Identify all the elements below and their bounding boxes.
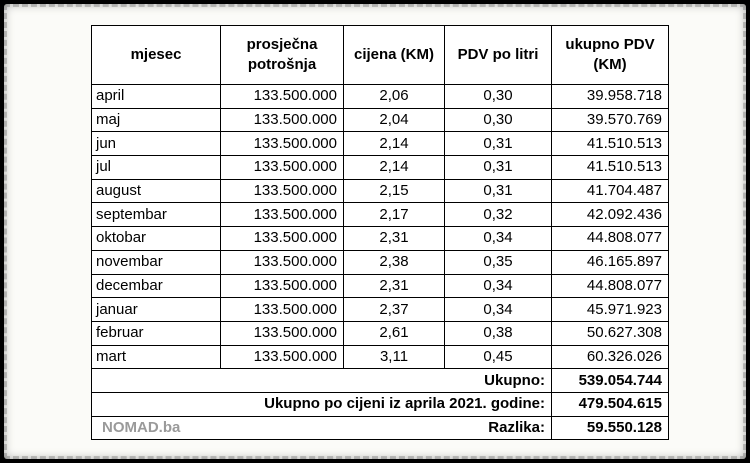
fuel-vat-table <box>91 25 669 440</box>
cell-vat: 0,34 <box>445 227 552 251</box>
cell-total: 41.510.513 <box>552 156 669 180</box>
difference-label: Razlika: <box>488 418 545 436</box>
cell-vat: 0,30 <box>445 85 552 109</box>
cell-vat: 0,32 <box>445 203 552 227</box>
april-price-value: 479.504.615 <box>552 392 669 416</box>
cell-vat: 0,31 <box>445 132 552 156</box>
cell-consumption: 133.500.000 <box>221 108 344 132</box>
difference-value: 59.550.128 <box>552 416 669 440</box>
cell-month: august <box>92 179 221 203</box>
summary-row-april-price <box>92 392 669 416</box>
cell-consumption: 133.500.000 <box>221 203 344 227</box>
cell-total: 44.808.077 <box>552 274 669 298</box>
cell-total: 60.326.026 <box>552 345 669 369</box>
cell-total: 44.808.077 <box>552 227 669 251</box>
table-row <box>92 345 669 369</box>
cell-consumption: 133.500.000 <box>221 227 344 251</box>
table-row <box>92 274 669 298</box>
cell-price: 2,31 <box>344 227 445 251</box>
paper-frame <box>4 4 746 459</box>
cell-consumption: 133.500.000 <box>221 179 344 203</box>
cell-total: 41.704.487 <box>552 179 669 203</box>
cell-vat: 0,34 <box>445 298 552 322</box>
total-label: Ukupno: <box>92 369 552 393</box>
cell-vat: 0,45 <box>445 345 552 369</box>
cell-consumption: 133.500.000 <box>221 250 344 274</box>
table-row <box>92 203 669 227</box>
table-row <box>92 132 669 156</box>
cell-consumption: 133.500.000 <box>221 298 344 322</box>
cell-month: januar <box>92 298 221 322</box>
cell-vat: 0,38 <box>445 321 552 345</box>
cell-vat: 0,31 <box>445 156 552 180</box>
cell-month: decembar <box>92 274 221 298</box>
cell-total: 46.165.897 <box>552 250 669 274</box>
cell-total: 45.971.923 <box>552 298 669 322</box>
cell-month: novembar <box>92 250 221 274</box>
cell-month: jul <box>92 156 221 180</box>
cell-consumption: 133.500.000 <box>221 85 344 109</box>
table-row <box>92 85 669 109</box>
cell-price: 2,61 <box>344 321 445 345</box>
cell-consumption: 133.500.000 <box>221 274 344 298</box>
cell-month: mart <box>92 345 221 369</box>
april-price-label: Ukupno po cijeni iz aprila 2021. godine: <box>92 392 552 416</box>
table-row <box>92 298 669 322</box>
cell-consumption: 133.500.000 <box>221 132 344 156</box>
table-row <box>92 321 669 345</box>
cell-month: septembar <box>92 203 221 227</box>
header-total-vat: ukupno PDV (KM) <box>552 26 669 85</box>
table-row <box>92 156 669 180</box>
cell-vat: 0,31 <box>445 179 552 203</box>
cell-month: jun <box>92 132 221 156</box>
cell-price: 2,31 <box>344 274 445 298</box>
cell-price: 2,38 <box>344 250 445 274</box>
cell-vat: 0,34 <box>445 274 552 298</box>
cell-price: 2,06 <box>344 85 445 109</box>
cell-price: 3,11 <box>344 345 445 369</box>
header-row <box>92 26 669 85</box>
header-consumption: prosječna potrošnja <box>221 26 344 85</box>
total-value: 539.054.744 <box>552 369 669 393</box>
header-vat-per-liter: PDV po litri <box>445 26 552 85</box>
cell-consumption: 133.500.000 <box>221 156 344 180</box>
cell-total: 50.627.308 <box>552 321 669 345</box>
table-row <box>92 227 669 251</box>
cell-consumption: 133.500.000 <box>221 321 344 345</box>
summary-row-total <box>92 369 669 393</box>
cell-total: 39.570.769 <box>552 108 669 132</box>
cell-price: 2,15 <box>344 179 445 203</box>
header-price: cijena (KM) <box>344 26 445 85</box>
cell-price: 2,04 <box>344 108 445 132</box>
cell-month: april <box>92 85 221 109</box>
cell-price: 2,14 <box>344 156 445 180</box>
cell-total: 39.958.718 <box>552 85 669 109</box>
cell-price: 2,37 <box>344 298 445 322</box>
cell-price: 2,14 <box>344 132 445 156</box>
table-row <box>92 250 669 274</box>
difference-cell <box>92 416 552 440</box>
table-row <box>92 179 669 203</box>
cell-vat: 0,30 <box>445 108 552 132</box>
cell-month: februar <box>92 321 221 345</box>
cell-total: 41.510.513 <box>552 132 669 156</box>
cell-month: oktobar <box>92 227 221 251</box>
summary-row-difference <box>92 416 669 440</box>
header-month: mjesec <box>92 26 221 85</box>
table-row <box>92 108 669 132</box>
cell-total: 42.092.436 <box>552 203 669 227</box>
cell-consumption: 133.500.000 <box>221 345 344 369</box>
cell-month: maj <box>92 108 221 132</box>
cell-price: 2,17 <box>344 203 445 227</box>
nomad-watermark: NOMAD.ba <box>102 418 181 436</box>
cell-vat: 0,35 <box>445 250 552 274</box>
